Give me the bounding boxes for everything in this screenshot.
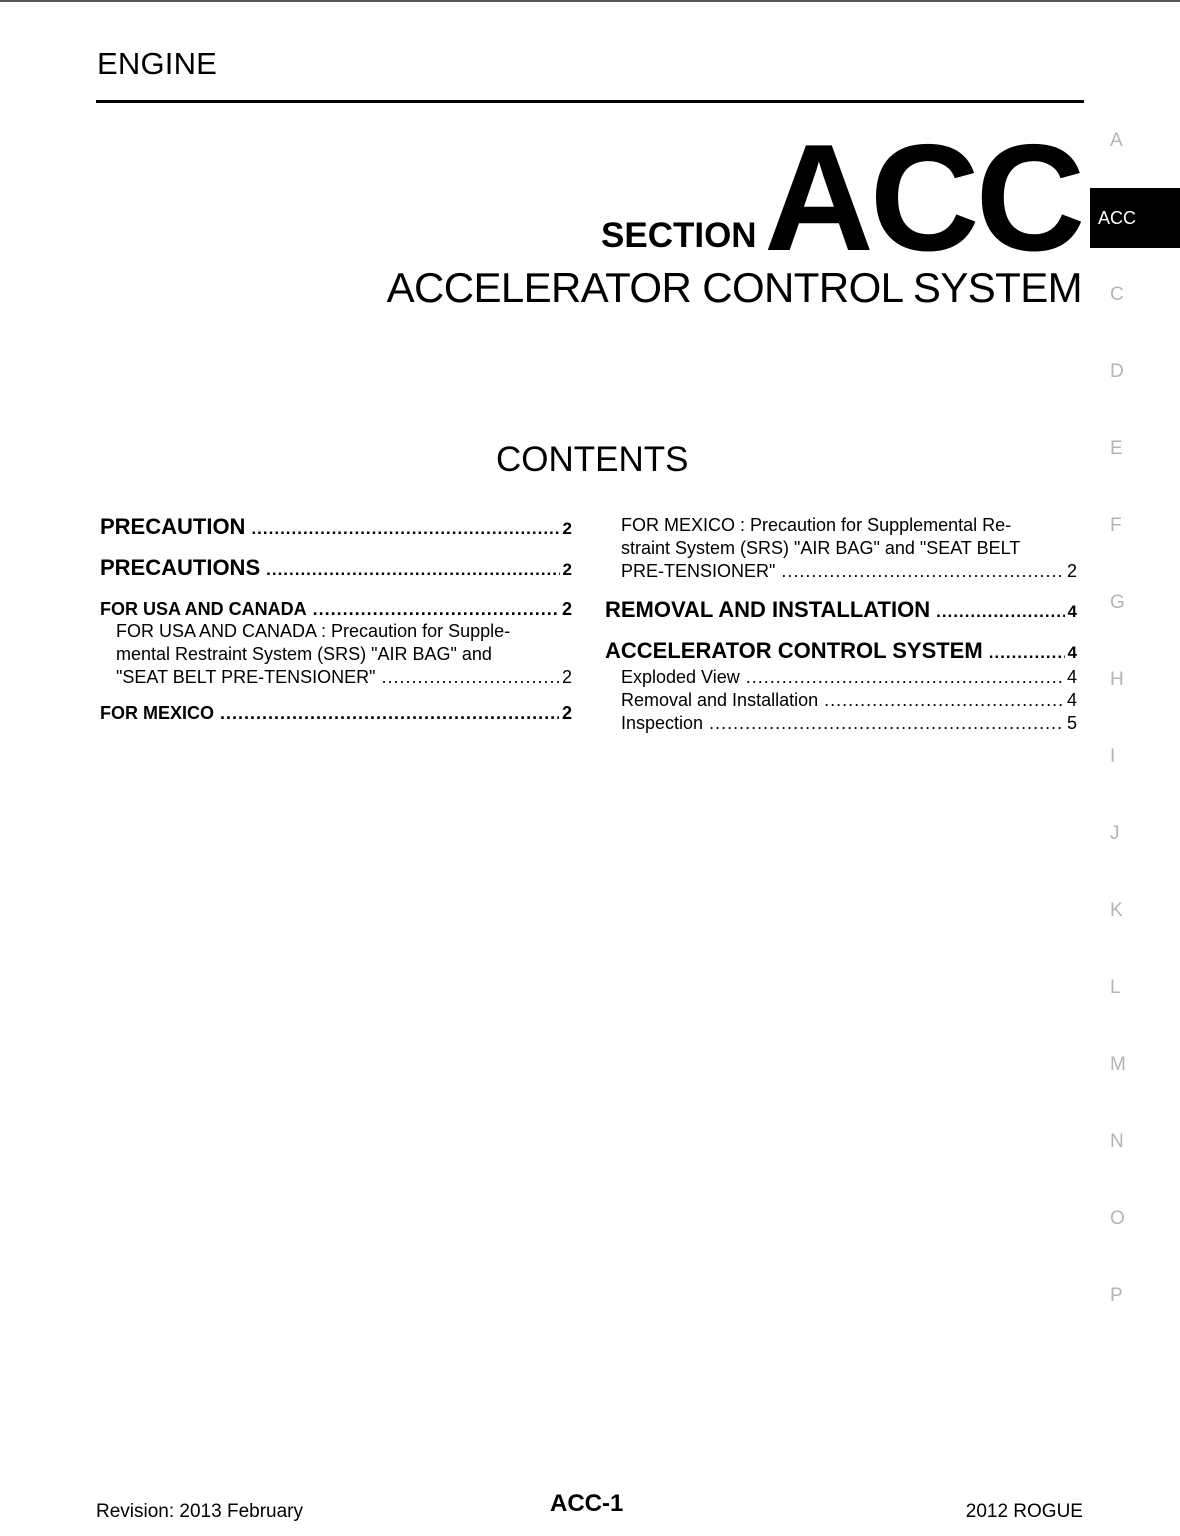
toc-label-line: PRE-TENSIONER" [621, 561, 776, 581]
toc-page-number: 4 [1066, 690, 1077, 710]
tab-c[interactable]: C [1110, 284, 1124, 305]
toc-entry-exploded-view[interactable] [605, 666, 1077, 689]
section-label: SECTION [601, 216, 757, 255]
toc-page-number: 5 [1066, 713, 1077, 733]
toc-leader-dots [824, 689, 1064, 712]
toc-page-number: 2 [1066, 561, 1077, 581]
tab-e[interactable]: E [1110, 438, 1123, 459]
toc-leader-dots [220, 703, 559, 724]
toc-page-number: 4 [1067, 602, 1077, 621]
toc-page-number: 2 [562, 519, 572, 538]
tab-f[interactable]: F [1110, 515, 1122, 536]
toc-leader-dots [746, 666, 1064, 689]
toc-entry-inspection[interactable] [605, 712, 1077, 735]
toc-label: ACCELERATOR CONTROL SYSTEM [605, 638, 983, 663]
tab-i[interactable]: I [1110, 746, 1116, 767]
footer-revision: Revision: 2013 February [96, 1501, 303, 1522]
header-rule [96, 100, 1084, 103]
tab-o[interactable]: O [1110, 1208, 1125, 1229]
toc-entry-last-line [116, 666, 572, 689]
toc-label-line: FOR USA AND CANADA : Precaution for Supple- [116, 621, 511, 641]
toc-entry-precaution[interactable] [100, 514, 572, 540]
toc-entry-for-mexico[interactable] [100, 703, 572, 724]
toc-entry-last-line [621, 560, 1077, 583]
toc-label-line: "SEAT BELT PRE-TENSIONER" [116, 667, 376, 687]
footer-page-id: ACC-1 [550, 1490, 624, 1517]
toc-page-number: 2 [561, 703, 572, 723]
toc-leader-dots [936, 602, 1064, 622]
tab-a[interactable]: A [1110, 130, 1123, 151]
section-code: ACC [764, 113, 1082, 283]
tab-l[interactable]: L [1110, 977, 1121, 998]
tab-m[interactable]: M [1110, 1054, 1126, 1075]
toc-entry-for-usa-and-canada[interactable] [100, 599, 572, 620]
footer-model: 2012 ROGUE [965, 1501, 1083, 1522]
toc-entry-precautions[interactable] [100, 555, 572, 581]
toc-leader-dots [313, 599, 559, 620]
toc-entry-mexico-srs-precaution[interactable] [605, 514, 1077, 583]
toc-leader-dots [989, 643, 1065, 663]
toc-page-number: 4 [1067, 643, 1077, 662]
toc-leader-dots [266, 560, 559, 580]
toc-entry-accelerator-control-system[interactable] [605, 638, 1077, 664]
tab-acc-active[interactable]: ACC [1090, 188, 1180, 248]
tab-j[interactable]: J [1110, 823, 1120, 844]
category-header: ENGINE [97, 46, 218, 81]
toc-label: FOR MEXICO [100, 703, 215, 723]
toc-left-column [100, 514, 572, 724]
toc-label: Inspection [621, 713, 704, 733]
tab-h[interactable]: H [1110, 669, 1124, 690]
toc-page-number: 4 [1066, 667, 1077, 687]
contents-heading: CONTENTS [496, 440, 689, 479]
toc-label: REMOVAL AND INSTALLATION [605, 597, 931, 622]
section-title: ACCELERATOR CONTROL SYSTEM [386, 264, 1082, 311]
toc-label: PRECAUTION [100, 514, 246, 539]
tab-g[interactable]: G [1110, 592, 1125, 613]
toc-label: FOR USA AND CANADA [100, 599, 307, 619]
toc-leader-dots [382, 666, 559, 689]
toc-page-number: 2 [562, 560, 572, 579]
toc-leader-dots [251, 519, 559, 539]
toc-leader-dots [709, 712, 1064, 735]
tab-d[interactable]: D [1110, 361, 1124, 382]
toc-label-line: mental Restraint System (SRS) "AIR BAG" and [116, 644, 492, 664]
toc-entry-removal-and-installation[interactable] [605, 597, 1077, 623]
tab-n[interactable]: N [1110, 1131, 1124, 1152]
toc-entry-removal-installation-sub[interactable] [605, 689, 1077, 712]
toc-label: Exploded View [621, 667, 740, 687]
toc-label: Removal and Installation [621, 690, 819, 710]
toc-page-number: 2 [561, 667, 572, 687]
toc-label-line: FOR MEXICO : Precaution for Supplemental Re- [621, 515, 1012, 535]
toc-entry-usa-canada-srs-precaution[interactable] [100, 620, 572, 689]
toc-label: PRECAUTIONS [100, 555, 261, 580]
toc-leader-dots [781, 560, 1064, 583]
tab-k[interactable]: K [1110, 900, 1123, 921]
page-top-border [0, 0, 1180, 2]
toc-right-column [605, 514, 1077, 735]
tab-p[interactable]: P [1110, 1285, 1123, 1306]
toc-label-line: straint System (SRS) "AIR BAG" and "SEAT BELT [621, 538, 1021, 558]
toc-page-number: 2 [561, 599, 572, 619]
